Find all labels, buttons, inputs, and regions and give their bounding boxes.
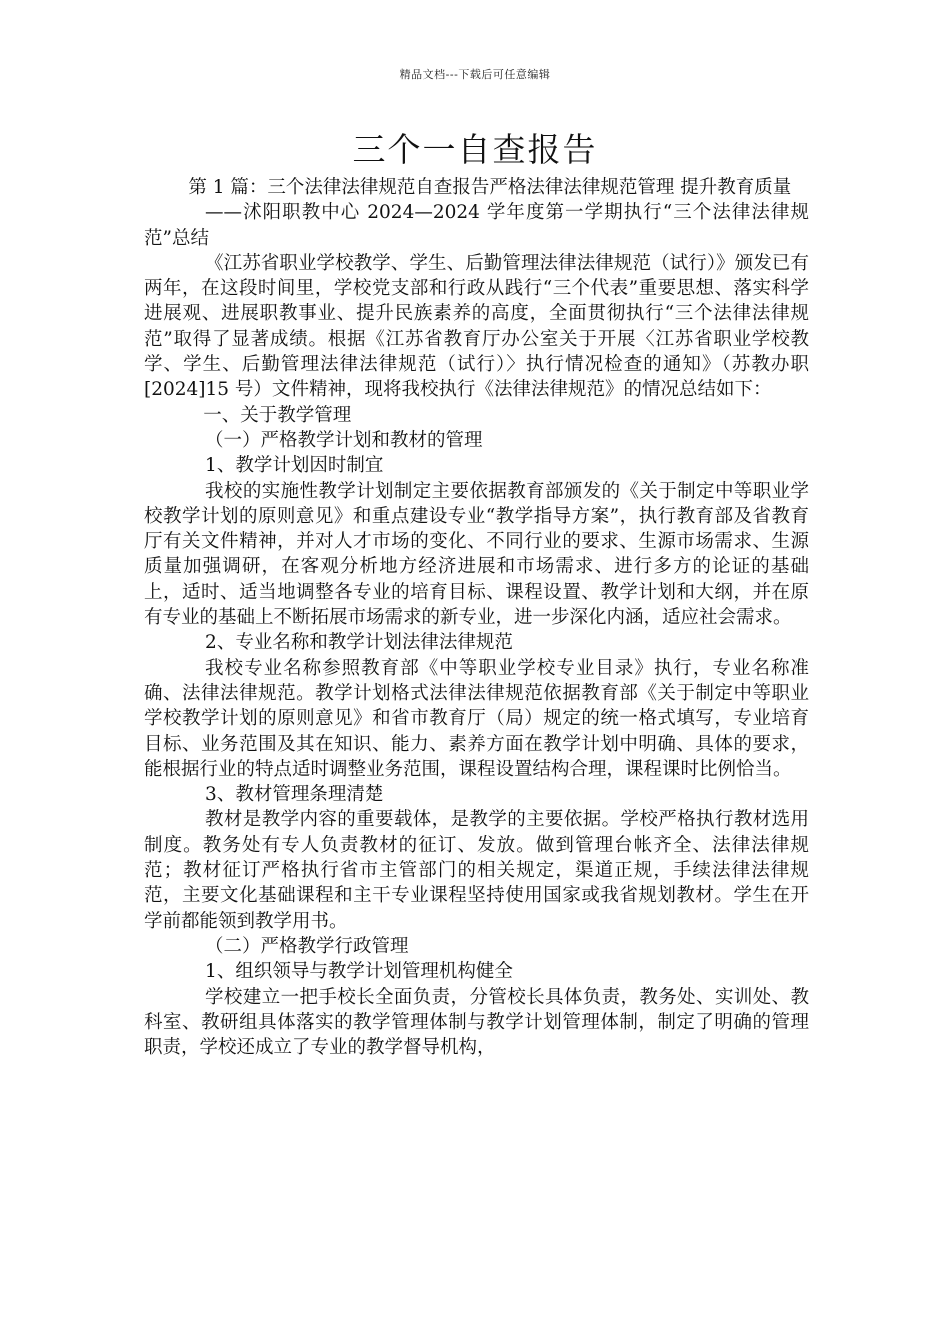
item-heading-3: 3、教材管理条理清楚 (205, 784, 384, 806)
item-heading-2: 2、专业名称和教学计划法律法律规范 (205, 632, 513, 654)
item-heading-1: 1、教学计划因时制宜 (205, 455, 384, 477)
paragraph-major-names: 我校专业名称参照教育部《中等职业学校专业目录》执行，专业名称准确、法律法律规范。教学计划格式法律法律规范依据教育部《关于制定中等职业学校教学计划的原则意见》和省市教育厅（局）规定的统一格式填写，专业培育目标、业务范围及其在知识、能力、素养方面在教学计划中明确、具体的要求，能根据行业的特点适时调整业务范围，课程设置结构合理，课程课时比例恰当。 (144, 657, 809, 780)
item-heading-4: 1、组织领导与教学计划管理机构健全 (205, 961, 513, 983)
subsection-heading-1: （一）严格教学计划和教材的管理 (205, 429, 483, 451)
article-subtitle: ——沭阳职教中心 2024—2024 学年度第一学期执行“三个法律法律规范”总结 (144, 202, 809, 249)
intro-paragraph: 《江苏省职业学校教学、学生、后勤管理法律法律规范（试行）》颁发已有两年，在这段时间里，学校党支部和行政从践行“三个代表”重要思想、落实科学进展观、进展职教事业、提升民族素养的高度，全面贯彻执行“三个法律法律规范”取得了显著成绩。根据《江苏省教育厅办公室关于开展〈江苏省职业学校教学、学生、后勤管理法律法律规范（试行）〉执行情况检查的通知》（苏教办职[2024]15 号）文件精神，现将我校执行《法律法律规范》的情况总结如下： (144, 252, 809, 401)
section-heading-1: 一、关于教学管理 (203, 404, 352, 426)
page-header-note: 精品文档---下载后可任意编辑 (399, 68, 551, 81)
document-body (144, 175, 809, 1060)
paragraph-organization: 学校建立一把手校长全面负责，分管校长具体负责，教务处、实训处、教科室、教研组具体落实的教学管理体制与教学计划管理体制，制定了明确的管理职责，学校还成立了专业的教学督导机构， (144, 986, 809, 1059)
subsection-heading-2: （二）严格教学行政管理 (205, 935, 409, 957)
document-title: 三个一自查报告 (352, 130, 598, 169)
paragraph-teaching-plan: 我校的实施性教学计划制定主要依据教育部颁发的《关于制定中等职业学校教学计划的原则意见》和重点建设专业“教学指导方案”，执行教育部及省教育厅有关文件精神，并对人才市场的变化、不同行业的要求、生源市场需求、生源质量加强调研，在客观分析地方经济进展和市场需求、进行多方的论证的基础上，适时、适当地调整各专业的培育目标、课程设置、教学计划和大纲，并在原有专业的基础上不断拓展市场需求的新专业，进一步深化内涵，适应社会需求。 (144, 480, 809, 629)
paragraph-textbooks: 教材是教学内容的重要载体，是教学的主要依据。学校严格执行教材选用制度。教务处有专人负责教材的征订、发放。做到管理台帐齐全、法律法律规范；教材征订严格执行省市主管部门的相关规定，渠道正规，手续法律法律规范，主要文化基础课程和主干专业课程坚持使用国家或我省规划教材。学生在开学前都能领到教学用书。 (144, 809, 809, 932)
article-heading: 第 1 篇：三个法律法律规范自查报告严格法律法律规范管理 提升教育质量 (188, 177, 792, 198)
